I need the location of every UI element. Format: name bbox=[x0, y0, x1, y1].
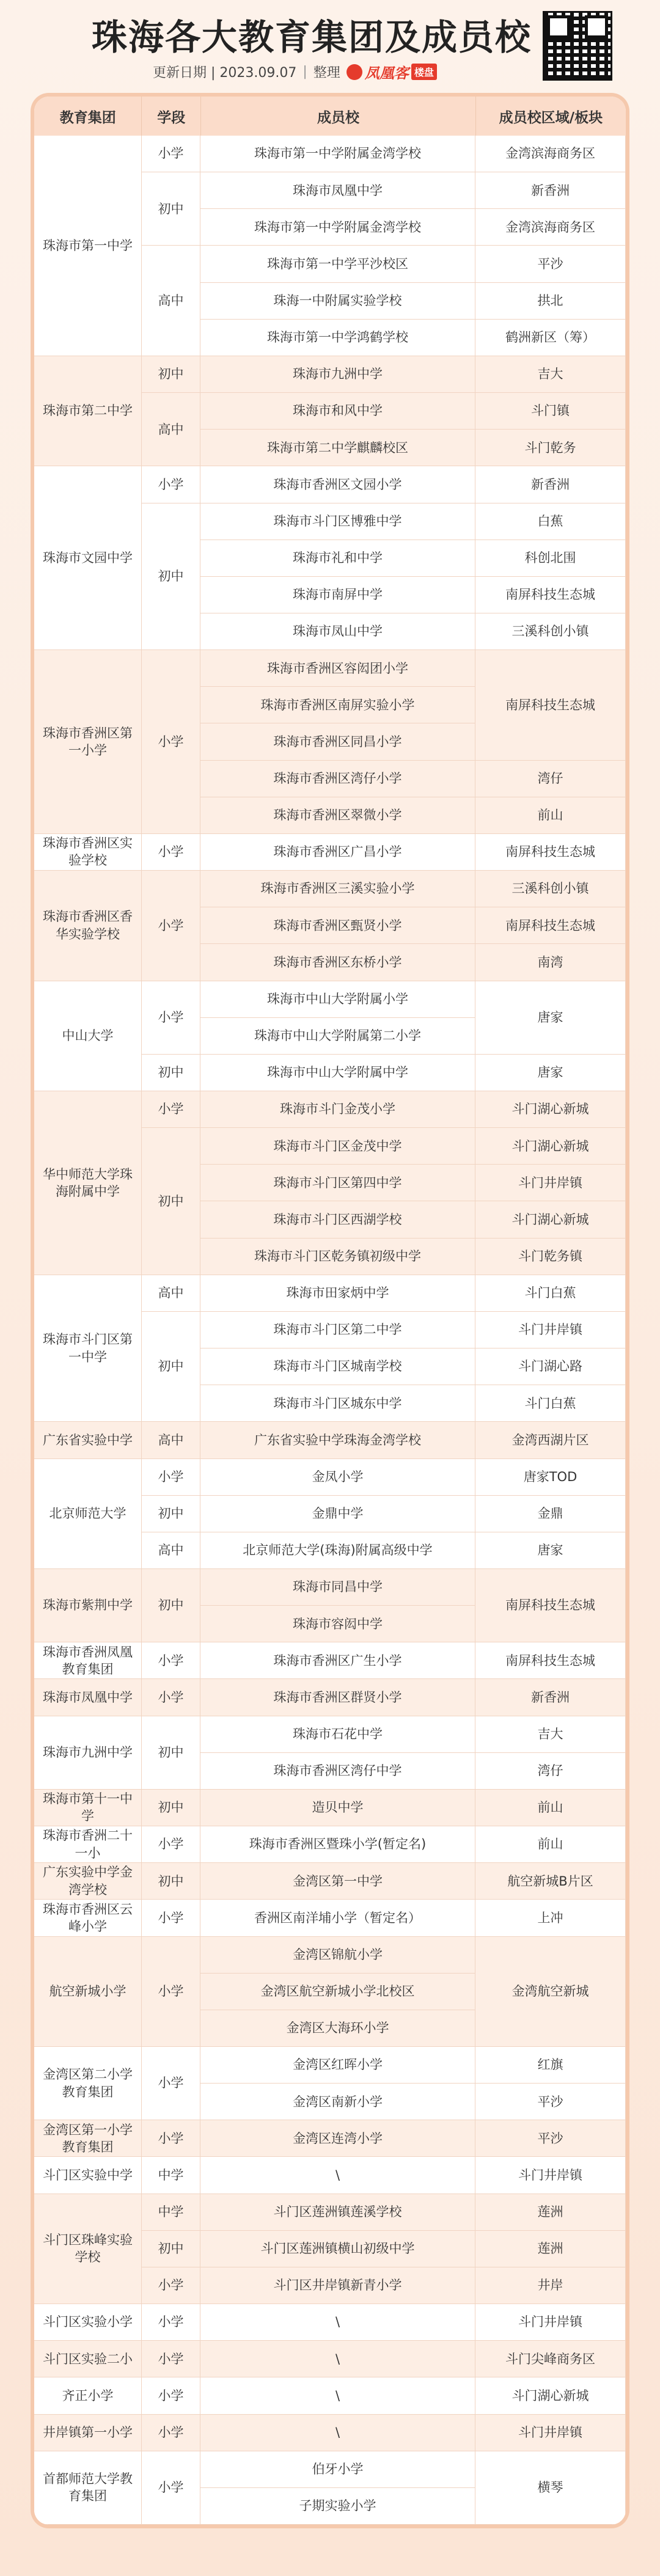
school-cell: 金湾区航空新城小学北校区 bbox=[200, 1974, 475, 2010]
school-cell: 香洲区南洋埔小学（暂定名） bbox=[200, 1900, 475, 1936]
stage-cell: 初中 bbox=[142, 1863, 200, 1900]
stage-cell: 小学 bbox=[142, 1642, 200, 1679]
school-cell: 珠海市同昌中学 bbox=[200, 1569, 475, 1606]
area-cell: 科创北围 bbox=[475, 540, 626, 577]
school-cell: 珠海市斗门区城南学校 bbox=[200, 1348, 475, 1385]
stage-cell: 小学 bbox=[142, 981, 200, 1055]
group-name-cell: 珠海市香洲区实验学校 bbox=[34, 834, 142, 871]
group-name-cell: 珠海市紫荆中学 bbox=[34, 1569, 142, 1642]
area-cell: 南屏科技生态城 bbox=[475, 1569, 626, 1642]
area-cell: 斗门湖心路 bbox=[475, 1348, 626, 1385]
stage-cell: 高中 bbox=[142, 246, 200, 356]
group-name-cell: 珠海市香洲区云峰小学 bbox=[34, 1900, 142, 1936]
stage-cell: 初中 bbox=[142, 1055, 200, 1091]
school-cell: 珠海市香洲区容闳团小学 bbox=[200, 650, 475, 687]
group-name-cell: 珠海市文园中学 bbox=[34, 466, 142, 650]
school-table bbox=[34, 97, 626, 2525]
group-name-cell: 珠海市香洲二十一小 bbox=[34, 1826, 142, 1863]
stage-cell: 小学 bbox=[142, 1091, 200, 1128]
school-cell: 金湾区连湾小学 bbox=[200, 2120, 475, 2157]
area-cell: 新香洲 bbox=[475, 1679, 626, 1716]
school-cell: 珠海市香洲区群贤小学 bbox=[200, 1679, 475, 1716]
group-name-cell: 珠海市香洲凤凰教育集团 bbox=[34, 1642, 142, 1679]
col-header-area: 成员校区域/板块 bbox=[499, 109, 603, 126]
brand-logo-icon bbox=[346, 64, 362, 80]
group-name-cell: 珠海市香洲区第一小学 bbox=[34, 650, 142, 834]
area-cell: 斗门湖心新城 bbox=[475, 2377, 626, 2414]
area-cell: 航空新城B片区 bbox=[475, 1863, 626, 1900]
school-cell: 金湾区第一中学 bbox=[200, 1863, 475, 1900]
area-cell: 南屏科技生态城 bbox=[475, 650, 626, 760]
school-cell: 珠海市容闳中学 bbox=[200, 1606, 475, 1642]
stage-cell: 初中 bbox=[142, 503, 200, 651]
school-cell: 珠海市斗门区乾务镇初级中学 bbox=[200, 1239, 475, 1275]
area-cell: 井岸 bbox=[475, 2267, 626, 2304]
stage-cell: 初中 bbox=[142, 2231, 200, 2267]
qr-code bbox=[543, 11, 612, 81]
school-cell: 珠海市斗门区金茂中学 bbox=[200, 1128, 475, 1165]
group-name-cell: 广东实验中学金湾学校 bbox=[34, 1863, 142, 1900]
area-cell: 唐家TOD bbox=[475, 1459, 626, 1496]
school-cell: 珠海市香洲区翠微小学 bbox=[200, 797, 475, 834]
stage-cell: 初中 bbox=[142, 1312, 200, 1422]
school-cell: 金湾区南新小学 bbox=[200, 2084, 475, 2120]
stage-cell: 初中 bbox=[142, 356, 200, 393]
school-cell: 珠海市中山大学附属第二小学 bbox=[200, 1018, 475, 1055]
area-cell: 莲洲 bbox=[475, 2231, 626, 2267]
school-cell: 金湾区大海环小学 bbox=[200, 2010, 475, 2047]
area-cell: 斗门湖心新城 bbox=[475, 1201, 626, 1238]
stage-cell: 初中 bbox=[142, 172, 200, 246]
school-cell: 珠海市香洲区湾仔小学 bbox=[200, 761, 475, 797]
school-cell: 珠海市香洲区广昌小学 bbox=[200, 834, 475, 871]
area-cell: 斗门乾务镇 bbox=[475, 1239, 626, 1275]
school-cell: 珠海市香洲区三溪实验小学 bbox=[200, 871, 475, 907]
group-name-cell: 井岸镇第一小学 bbox=[34, 2415, 142, 2451]
area-cell: 斗门井岸镇 bbox=[475, 2415, 626, 2451]
stage-cell: 小学 bbox=[142, 1826, 200, 1863]
group-name-cell: 广东省实验中学 bbox=[34, 1422, 142, 1458]
school-cell: 珠海市田家炳中学 bbox=[200, 1275, 475, 1312]
area-cell: 唐家 bbox=[475, 1055, 626, 1091]
stage-cell: 初中 bbox=[142, 1569, 200, 1642]
area-cell: 斗门镇 bbox=[475, 393, 626, 430]
school-cell: 珠海市第二中学麒麟校区 bbox=[200, 430, 475, 466]
area-cell: 新香洲 bbox=[475, 172, 626, 209]
area-cell: 南屏科技生态城 bbox=[475, 834, 626, 871]
area-cell: 三溪科创小镇 bbox=[475, 871, 626, 907]
stage-cell: 小学 bbox=[142, 2120, 200, 2157]
school-cell: 珠海市南屏中学 bbox=[200, 577, 475, 613]
area-cell: 斗门井岸镇 bbox=[475, 2157, 626, 2194]
stage-cell: 小学 bbox=[142, 2341, 200, 2377]
school-cell: 珠海市斗门区第二中学 bbox=[200, 1312, 475, 1348]
group-name-cell: 珠海市斗门区第一中学 bbox=[34, 1275, 142, 1422]
school-cell: 珠海市香洲区甄贤小学 bbox=[200, 907, 475, 944]
area-cell: 新香洲 bbox=[475, 466, 626, 503]
school-cell: 珠海市中山大学附属中学 bbox=[200, 1055, 475, 1091]
area-cell: 斗门白蕉 bbox=[475, 1275, 626, 1312]
school-cell: 斗门区莲洲镇莲溪学校 bbox=[200, 2194, 475, 2231]
group-name-cell: 金湾区第二小学教育集团 bbox=[34, 2047, 142, 2120]
school-cell: 珠海市凤凰中学 bbox=[200, 172, 475, 209]
separator: | bbox=[302, 64, 307, 79]
group-name-cell: 中山大学 bbox=[34, 981, 142, 1091]
area-cell: 唐家 bbox=[475, 1532, 626, 1569]
stage-cell: 中学 bbox=[142, 2157, 200, 2194]
area-cell: 斗门井岸镇 bbox=[475, 1312, 626, 1348]
group-name-cell: 金湾区第一小学教育集团 bbox=[34, 2120, 142, 2157]
school-cell: 金凤小学 bbox=[200, 1459, 475, 1496]
header bbox=[0, 0, 660, 92]
stage-cell: 初中 bbox=[142, 1716, 200, 1790]
school-cell: 子期实验小学 bbox=[200, 2488, 475, 2525]
school-cell: 伯牙小学 bbox=[200, 2451, 475, 2488]
group-name-cell: 齐正小学 bbox=[34, 2377, 142, 2414]
area-cell: 横琴 bbox=[475, 2451, 626, 2525]
school-cell: \ bbox=[200, 2157, 475, 2194]
stage-cell: 初中 bbox=[142, 1790, 200, 1826]
school-cell: 珠海市斗门区博雅中学 bbox=[200, 503, 475, 540]
brand-logo: 凤凰客 楼盘 bbox=[346, 61, 437, 82]
school-cell: 珠海市石花中学 bbox=[200, 1716, 475, 1753]
school-cell: 珠海市凤山中学 bbox=[200, 613, 475, 650]
area-cell: 南屏科技生态城 bbox=[475, 1642, 626, 1679]
stage-cell: 小学 bbox=[142, 2267, 200, 2304]
group-name-cell: 珠海市香洲区香华实验学校 bbox=[34, 871, 142, 981]
school-cell: 金湾区红晖小学 bbox=[200, 2047, 475, 2084]
group-name-cell: 珠海市第一中学 bbox=[34, 136, 142, 356]
stage-cell: 小学 bbox=[142, 2304, 200, 2341]
area-cell: 吉大 bbox=[475, 1716, 626, 1753]
school-cell: 珠海市香洲区南屏实验小学 bbox=[200, 687, 475, 723]
school-cell: \ bbox=[200, 2377, 475, 2414]
area-cell: 金鼎 bbox=[475, 1496, 626, 1532]
area-cell: 斗门井岸镇 bbox=[475, 1165, 626, 1201]
school-cell: 金鼎中学 bbox=[200, 1496, 475, 1532]
area-cell: 拱北 bbox=[475, 283, 626, 320]
stage-cell: 高中 bbox=[142, 1275, 200, 1312]
group-name-cell: 北京师范大学 bbox=[34, 1459, 142, 1569]
stage-cell: 小学 bbox=[142, 650, 200, 834]
school-cell: 斗门区莲洲镇横山初级中学 bbox=[200, 2231, 475, 2267]
area-cell: 莲洲 bbox=[475, 2194, 626, 2231]
stage-cell: 高中 bbox=[142, 1532, 200, 1569]
school-cell: \ bbox=[200, 2304, 475, 2341]
school-cell: 珠海市第一中学鸿鹤学校 bbox=[200, 320, 475, 356]
area-cell: 鹤洲新区（筹） bbox=[475, 320, 626, 356]
stage-cell: 小学 bbox=[142, 2047, 200, 2120]
page-title: 珠海各大教育集团及成员校 bbox=[92, 16, 532, 58]
school-cell: 造贝中学 bbox=[200, 1790, 475, 1826]
area-cell: 金湾西湖片区 bbox=[475, 1422, 626, 1458]
col-header-group: 教育集团 bbox=[34, 97, 142, 136]
update-date: 更新日期 | 2023.09.07 bbox=[153, 65, 297, 81]
stage-cell: 初中 bbox=[142, 1128, 200, 1275]
area-cell: 金湾滨海商务区 bbox=[475, 136, 626, 172]
area-cell: 斗门白蕉 bbox=[475, 1385, 626, 1422]
school-cell: 金湾区锦航小学 bbox=[200, 1937, 475, 1974]
area-cell: 平沙 bbox=[475, 2120, 626, 2157]
school-cell: 珠海市斗门区西湖学校 bbox=[200, 1201, 475, 1238]
school-cell: 珠海市礼和中学 bbox=[200, 540, 475, 577]
group-name-cell: 珠海市凤凰中学 bbox=[34, 1679, 142, 1716]
area-cell: 白蕉 bbox=[475, 503, 626, 540]
school-cell: 珠海市第一中学平沙校区 bbox=[200, 246, 475, 282]
school-cell: 珠海市中山大学附属小学 bbox=[200, 981, 475, 1018]
school-cell: 珠海市香洲区暨珠小学(暂定名) bbox=[200, 1826, 475, 1863]
school-cell: 珠海市九洲中学 bbox=[200, 356, 475, 393]
school-cell: 北京师范大学(珠海)附属高级中学 bbox=[200, 1532, 475, 1569]
stage-cell: 小学 bbox=[142, 1900, 200, 1936]
school-cell: 珠海市香洲区文园小学 bbox=[200, 466, 475, 503]
area-cell: 平沙 bbox=[475, 2084, 626, 2120]
school-cell: 珠海市第一中学附属金湾学校 bbox=[200, 136, 475, 172]
stage-cell: 小学 bbox=[142, 466, 200, 503]
stage-cell: 小学 bbox=[142, 1937, 200, 2047]
school-cell: 珠海市斗门金茂小学 bbox=[200, 1091, 475, 1128]
school-cell: 珠海市香洲区湾仔中学 bbox=[200, 1753, 475, 1790]
stage-cell: 小学 bbox=[142, 1679, 200, 1716]
group-name-cell: 首都师范大学教育集团 bbox=[34, 2451, 142, 2525]
area-cell: 上冲 bbox=[475, 1900, 626, 1936]
school-cell: 珠海一中附属实验学校 bbox=[200, 283, 475, 320]
group-name-cell: 珠海市第十一中学 bbox=[34, 1790, 142, 1826]
group-name-cell: 斗门区实验小学 bbox=[34, 2304, 142, 2341]
stage-cell: 小学 bbox=[142, 136, 200, 172]
area-cell: 三溪科创小镇 bbox=[475, 613, 626, 650]
stage-cell: 高中 bbox=[142, 393, 200, 466]
school-cell: 斗门区井岸镇新青小学 bbox=[200, 2267, 475, 2304]
organizer-label: 整理 bbox=[313, 65, 340, 81]
area-cell: 南湾 bbox=[475, 944, 626, 981]
group-name-cell: 斗门区实验二小 bbox=[34, 2341, 142, 2377]
table-body bbox=[34, 136, 626, 2525]
stage-cell: 小学 bbox=[142, 871, 200, 981]
area-cell: 斗门乾务 bbox=[475, 430, 626, 466]
area-cell: 唐家 bbox=[475, 981, 626, 1055]
col-header-school: 成员校 bbox=[201, 97, 476, 136]
group-name-cell: 航空新城小学 bbox=[34, 1937, 142, 2047]
school-cell: 珠海市斗门区第四中学 bbox=[200, 1165, 475, 1201]
group-name-cell: 华中师范大学珠海附属中学 bbox=[34, 1091, 142, 1275]
stage-cell: 中学 bbox=[142, 2194, 200, 2231]
area-cell: 南屏科技生态城 bbox=[475, 577, 626, 613]
area-cell: 斗门湖心新城 bbox=[475, 1091, 626, 1128]
area-cell: 金湾滨海商务区 bbox=[475, 209, 626, 246]
area-cell: 前山 bbox=[475, 1790, 626, 1826]
stage-cell: 小学 bbox=[142, 2377, 200, 2414]
stage-cell: 小学 bbox=[142, 2451, 200, 2525]
school-cell: 珠海市和风中学 bbox=[200, 393, 475, 430]
stage-cell: 小学 bbox=[142, 2415, 200, 2451]
area-cell: 吉大 bbox=[475, 356, 626, 393]
group-name-cell: 珠海市九洲中学 bbox=[34, 1716, 142, 1790]
area-cell: 红旗 bbox=[475, 2047, 626, 2084]
school-cell: 珠海市香洲区同昌小学 bbox=[200, 723, 475, 760]
area-cell: 湾仔 bbox=[475, 1753, 626, 1790]
group-name-cell: 珠海市第二中学 bbox=[34, 356, 142, 466]
area-cell: 前山 bbox=[475, 1826, 626, 1863]
stage-cell: 高中 bbox=[142, 1422, 200, 1458]
school-cell: 珠海市香洲区广生小学 bbox=[200, 1642, 475, 1679]
area-cell: 斗门尖峰商务区 bbox=[475, 2341, 626, 2377]
school-cell: 珠海市香洲区东桥小学 bbox=[200, 944, 475, 981]
school-cell: 珠海市第一中学附属金湾学校 bbox=[200, 209, 475, 246]
area-cell: 前山 bbox=[475, 797, 626, 834]
stage-cell: 小学 bbox=[142, 1459, 200, 1496]
stage-cell: 初中 bbox=[142, 1496, 200, 1532]
area-cell: 南屏科技生态城 bbox=[475, 907, 626, 944]
table-header bbox=[34, 97, 626, 136]
school-cell: \ bbox=[200, 2415, 475, 2451]
group-name-cell: 斗门区实验中学 bbox=[34, 2157, 142, 2194]
area-cell: 金湾航空新城 bbox=[475, 1937, 626, 2047]
area-cell: 湾仔 bbox=[475, 761, 626, 797]
area-cell: 斗门湖心新城 bbox=[475, 1128, 626, 1165]
col-header-stage: 学段 bbox=[142, 97, 201, 136]
area-cell: 斗门井岸镇 bbox=[475, 2304, 626, 2341]
school-cell: 珠海市斗门区城东中学 bbox=[200, 1385, 475, 1422]
area-cell: 平沙 bbox=[475, 246, 626, 282]
update-line bbox=[153, 61, 495, 82]
school-cell: \ bbox=[200, 2341, 475, 2377]
group-name-cell: 斗门区珠峰实验学校 bbox=[34, 2194, 142, 2304]
school-cell: 广东省实验中学珠海金湾学校 bbox=[200, 1422, 475, 1458]
stage-cell: 小学 bbox=[142, 834, 200, 871]
